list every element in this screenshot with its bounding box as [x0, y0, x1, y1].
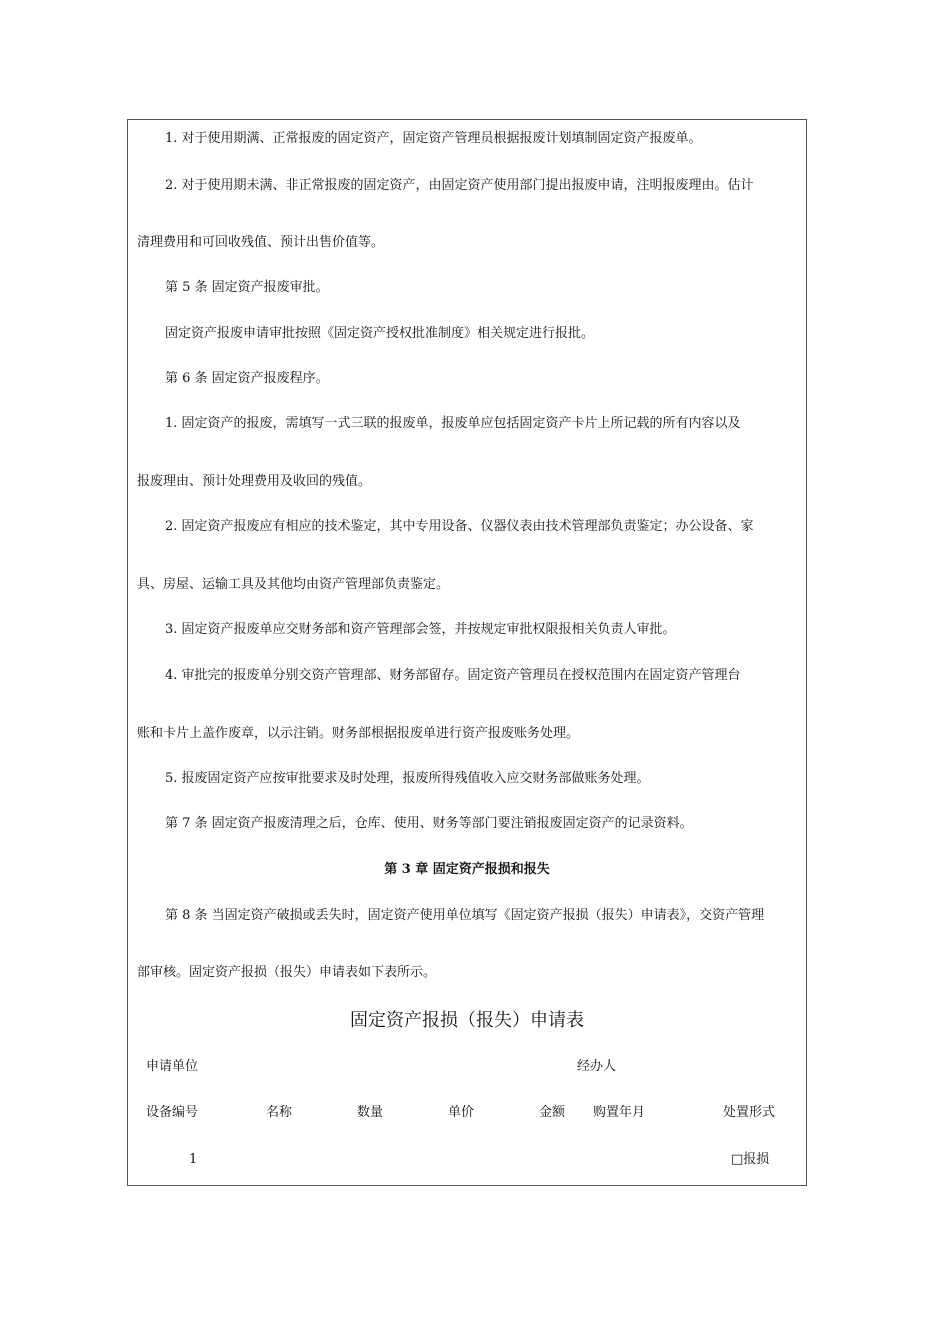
article-7: 第 7 条 固定资产报废清理之后，仓库、使用、财务等部门要注销报废固定资产的记录资料。 — [165, 816, 693, 831]
article-8-line2: 部审核。固定资产报损（报失）申请表如下表所示。 — [137, 965, 437, 980]
row-number: 1 — [189, 1152, 198, 1167]
column-header: 名称 — [266, 1105, 293, 1120]
article-8-line1: 第 8 条 当固定资产破损或丢失时，固定资产使用单位填写《固定资产报损（报失）申请表》，交资产管理 — [165, 908, 765, 923]
step-1-line1: 1. 固定资产的报废，需填写一式三联的报废单，报废单应包括固定资产卡片上所记载的所有内容以及 — [165, 416, 741, 431]
column-header: 金额 — [539, 1105, 566, 1120]
column-header: 设备编号 — [146, 1105, 199, 1120]
handler-label: 经办人 — [577, 1059, 617, 1074]
article-6-heading: 第 6 条 固定资产报废程序。 — [165, 371, 329, 386]
column-header: 处置形式 — [723, 1105, 776, 1120]
clause-2-line2: 清理费用和可回收残值、预计出售价值等。 — [137, 235, 385, 250]
clause-1: 1. 对于使用期满、正常报废的固定资产，固定资产管理员根据报废计划填制固定资产报废单。 — [165, 131, 702, 146]
column-header: 购置年月 — [593, 1105, 646, 1120]
article-5-text: 固定资产报废申请审批按照《固定资产授权批准制度》相关规定进行报批。 — [165, 326, 595, 341]
disposal-option-checkbox[interactable]: □报损 — [731, 1152, 770, 1167]
article-5-heading: 第 5 条 固定资产报废审批。 — [165, 280, 329, 295]
applicant-unit-label: 申请单位 — [146, 1059, 199, 1074]
clause-2-line1: 2. 对于使用期未满、非正常报废的固定资产，由固定资产使用部门提出报废申请，注明报废理由。估计 — [165, 178, 754, 193]
step-2-line2: 具、房屋、运输工具及其他均由资产管理部负责鉴定。 — [137, 577, 450, 592]
form-title: 固定资产报损（报失）申请表 — [350, 1010, 584, 1031]
step-2-line1: 2. 固定资产报废应有相应的技术鉴定，其中专用设备、仪器仪表由技术管理部负责鉴定；办公设备、家 — [165, 519, 754, 534]
column-header: 数量 — [357, 1105, 384, 1120]
step-5: 5. 报废固定资产应按审批要求及时处理，报废所得残值收入应交财务部做账务处理。 — [165, 771, 650, 786]
chapter-3-heading: 第 3 章 固定资产报损和报失 — [384, 862, 550, 877]
column-header: 单价 — [448, 1105, 475, 1120]
step-4-line1: 4. 审批完的报废单分别交资产管理部、财务部留存。固定资产管理员在授权范围内在固定资产管理台 — [165, 668, 741, 683]
step-1-line2: 报废理由、预计处理费用及收回的残值。 — [137, 474, 372, 489]
step-4-line2: 账和卡片上盖作废章，以示注销。财务部根据报废单进行资产报废账务处理。 — [137, 726, 580, 741]
step-3: 3. 固定资产报废单应交财务部和资产管理部会签，并按规定审批权限报相关负责人审批。 — [165, 622, 676, 637]
